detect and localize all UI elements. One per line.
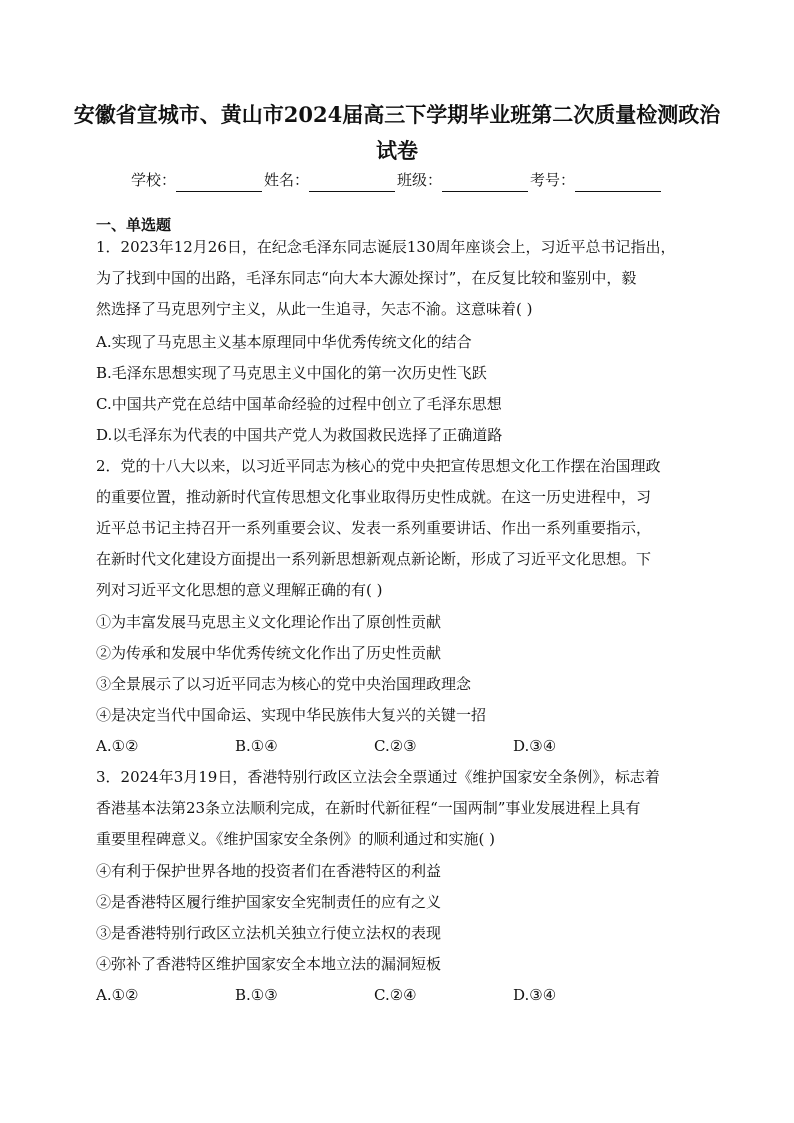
- q2-option-d: D.③④: [513, 737, 557, 755]
- exam-number-field: [530, 168, 663, 192]
- q2-statement-2: ②为传承和发展中华优秀传统文化作出了历史性贡献: [96, 644, 442, 662]
- exam-title-line-1: 安徽省宣城市、黄山市2024届高三下学期毕业班第二次质量检测政治: [73, 102, 721, 127]
- q1-line-1: 1．2023年12月26日，在纪念毛泽东同志诞辰130周年座谈会上，习近平总书记指出，: [96, 238, 676, 256]
- q3-option-a: A.①②: [96, 986, 139, 1004]
- school-label: 学校：: [130, 171, 176, 189]
- q2-statement-4: ④是决定当代中国命运、实现中华民族伟大复兴的关键一招: [96, 706, 487, 724]
- student-info-row: [0, 168, 794, 192]
- name-blank: [309, 173, 395, 192]
- exam-number-blank: [575, 173, 661, 192]
- class-label: 班级：: [397, 171, 443, 189]
- q2-options-row: [96, 735, 716, 757]
- q3-option-d: D.③④: [513, 986, 557, 1004]
- q2-line-3: 近平总书记主持召开一系列重要会议、发表一系列重要讲话、作出一系列重要指示，: [96, 519, 652, 537]
- q2-statement-1: ①为丰富发展马克思主义文化理论作出了原创性贡献: [96, 613, 442, 631]
- name-label: 姓名：: [263, 171, 309, 189]
- q1-option-c: C.中国共产党在总结中国革命经验的过程中创立了毛泽东思想: [96, 395, 502, 413]
- q1-option-a: A.实现了马克思主义基本原理同中华优秀传统文化的结合: [96, 333, 472, 351]
- exam-number-label: 考号：: [530, 171, 576, 189]
- q3-statement-1: ④有利于保护世界各地的投资者们在香港特区的利益: [96, 862, 442, 880]
- class-field: [397, 168, 530, 192]
- q1-line-3: 然选择了马克思列宁主义，从此一生追寻，矢志不渝。这意味着( ): [96, 300, 533, 318]
- q1-line-2: 为了找到中国的出路，毛泽东同志“向大本大源处探讨”，在反复比较和鉴别中，毅: [96, 269, 637, 287]
- q3-line-3: 重要里程碑意义。《维护国家安全条例》的顺利通过和实施( ): [96, 830, 495, 848]
- section-heading: 一、单选题: [96, 216, 172, 234]
- q3-statement-3: ③是香港特别行政区立法机关独立行使立法权的表现: [96, 924, 442, 942]
- school-blank: [176, 173, 262, 192]
- q2-option-b: B.①④: [235, 737, 278, 755]
- q2-line-4: 在新时代文化建设方面提出一系列新思想新观点新论断，形成了习近平文化思想。下: [96, 550, 652, 568]
- q1-option-b: B.毛泽东思想实现了马克思主义中国化的第一次历史性飞跃: [96, 364, 487, 382]
- q3-statement-2: ②是香港特区履行维护国家安全宪制责任的应有之义: [96, 893, 442, 911]
- q1-option-d: D.以毛泽东为代表的中国共产党人为救国救民选择了正确道路: [96, 426, 503, 444]
- q2-line-1: 2．党的十八大以来，以习近平同志为核心的党中央把宣传思想文化工作摆在治国理政: [96, 457, 661, 475]
- q3-statement-4: ④弥补了香港特区维护国家安全本地立法的漏洞短板: [96, 955, 442, 973]
- q2-option-c: C.②③: [374, 737, 417, 755]
- name-field: [264, 168, 397, 192]
- q2-line-5: 列对习近平文化思想的意义理解正确的有( ): [96, 581, 383, 599]
- q2-line-2: 的重要位置，推动新时代宣传思想文化事业取得历史性成就。在这一历史进程中，习: [96, 488, 652, 506]
- q3-option-c: C.②④: [374, 986, 417, 1004]
- q3-options-row: [96, 984, 716, 1006]
- q2-option-a: A.①②: [96, 737, 139, 755]
- q2-statement-3: ③全景展示了以习近平同志为核心的党中央治国理政理念: [96, 675, 472, 693]
- exam-title-line-2: 试卷: [376, 138, 418, 163]
- q3-line-2: 香港基本法第23条立法顺利完成，在新时代新征程“一国两制”事业发展进程上具有: [96, 799, 641, 817]
- class-blank: [442, 173, 528, 192]
- q3-option-b: B.①③: [235, 986, 278, 1004]
- q3-line-1: 3．2024年3月19日，香港特别行政区立法会全票通过《维护国家安全条例》，标志着: [96, 768, 660, 786]
- school-field: [131, 168, 264, 192]
